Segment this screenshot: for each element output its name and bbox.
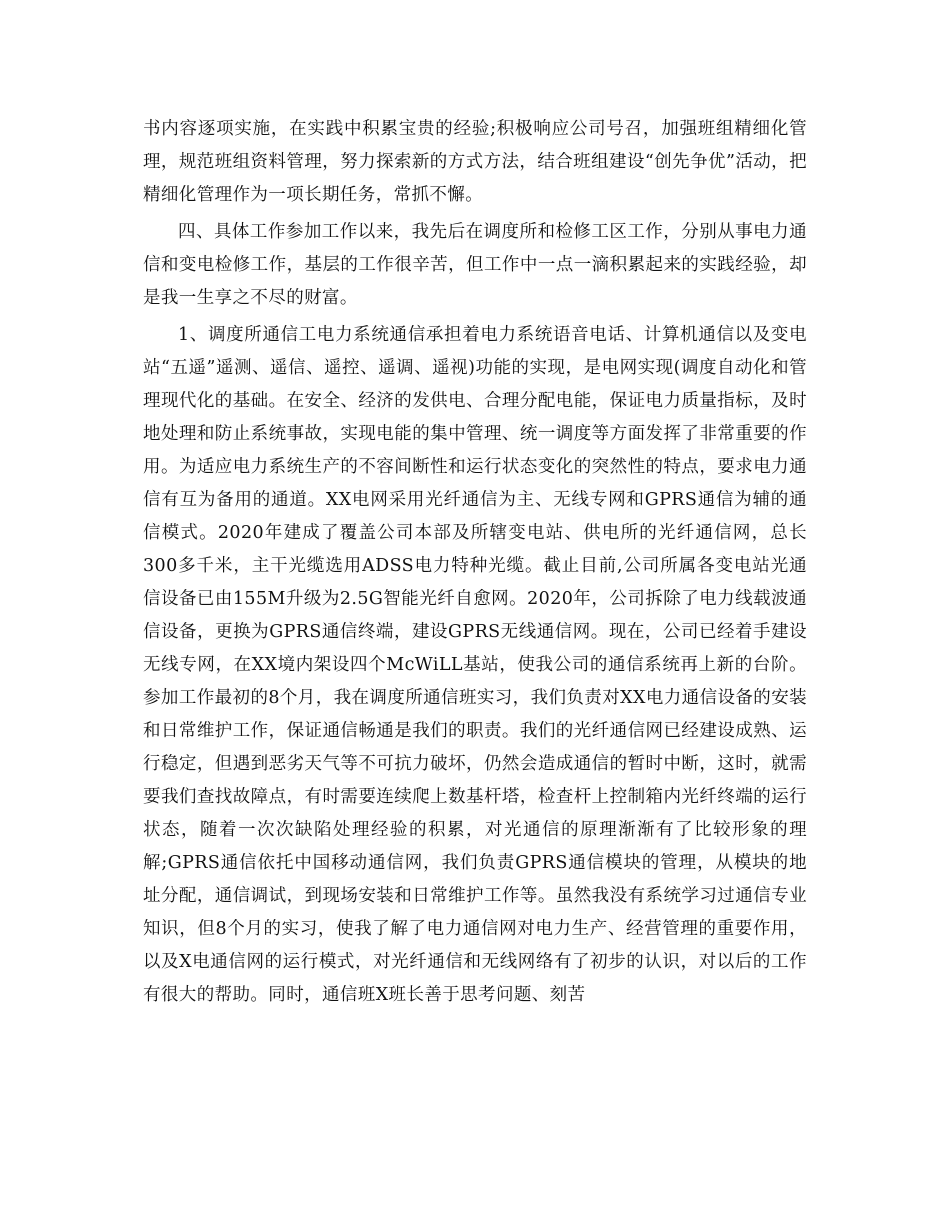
- paragraph-dispatch-communication: 1、调度所通信工电力系统通信承担着电力系统语音电话、计算机通信以及变电站“五遥”遥测、遥信、遥控、遥调、遥视)功能的实现，是电网实现(调度自动化和管理现代化的基础。在安全、经济的发供电、合理分配电能，保证电力质量指标，及时地处理和防止系统事故，实现电能的集中管理、统一调度等方面发挥了非常重要的作用。为适应电力系统生产的不容间断性和运行状态变化的突然性的特点，要求电力通信有互为备用的通道。XX电网采用光纤通信为主、无线专网和GPRS通信为辅的通信模式。2020年建成了覆盖公司本部及所辖变电站、供电所的光纤通信网，总长300多千米，主干光缆选用ADSS电力特种光缆。截止目前,公司所属各变电站光通信设备已由155M升级为2.5G智能光纤自愈网。2020年，公司拆除了电力线载波通信设备，更换为GPRS通信终端，建设GPRS无线通信网。现在，公司已经着手建设无线专网，在XX境内架设四个McWiLL基站，使我公司的通信系统再上新的台阶。参加工作最初的8个月，我在调度所通信班实习，我们负责对XX电力通信设备的安装和日常维护工作，保证通信畅通是我们的职责。我们的光纤通信网已经建设成熟、运行稳定，但遇到恶劣天气等不可抗力破坏，仍然会造成通信的暂时中断，这时，就需要我们查找故障点，有时需要连续爬上数基杆塔，检查杆上控制箱内光纤终端的运行状态，随着一次次缺陷处理经验的积累，对光通信的原理渐渐有了比较形象的理解;GPRS通信依托中国移动通信网，我们负责GPRS通信模块的管理，从模块的地址分配，通信调试，到现场安装和日常维护工作等。虽然我没有系统学习过通信专业知识，但8个月的实习，使我了解了电力通信网对电力生产、经营管理的重要作用，以及X电通信网的运行模式，对光纤通信和无线网络有了初步的认识，对以后的工作有很大的帮助。同时，通信班X班长善于思考问题、刻苦: [143, 325, 807, 1005]
- paragraph-continuation: 书内容逐项实施，在实践中积累宝贵的经验;积极响应公司号召，加强班组精细化管理，规范班组资料管理，努力探索新的方式方法，结合班组建设“创先争优”活动，把精细化管理作为一项长期任务，常抓不懈。: [143, 119, 807, 205]
- document-body: [143, 113, 807, 1016]
- paragraph-work-details: 四、具体工作参加工作以来，我先后在调度所和检修工区工作，分别从事电力通信和变电检修工作，基层的工作很辛苦，但工作中一点一滴积累起来的实践经验，却是我一生享之不尽的财富。: [143, 222, 807, 308]
